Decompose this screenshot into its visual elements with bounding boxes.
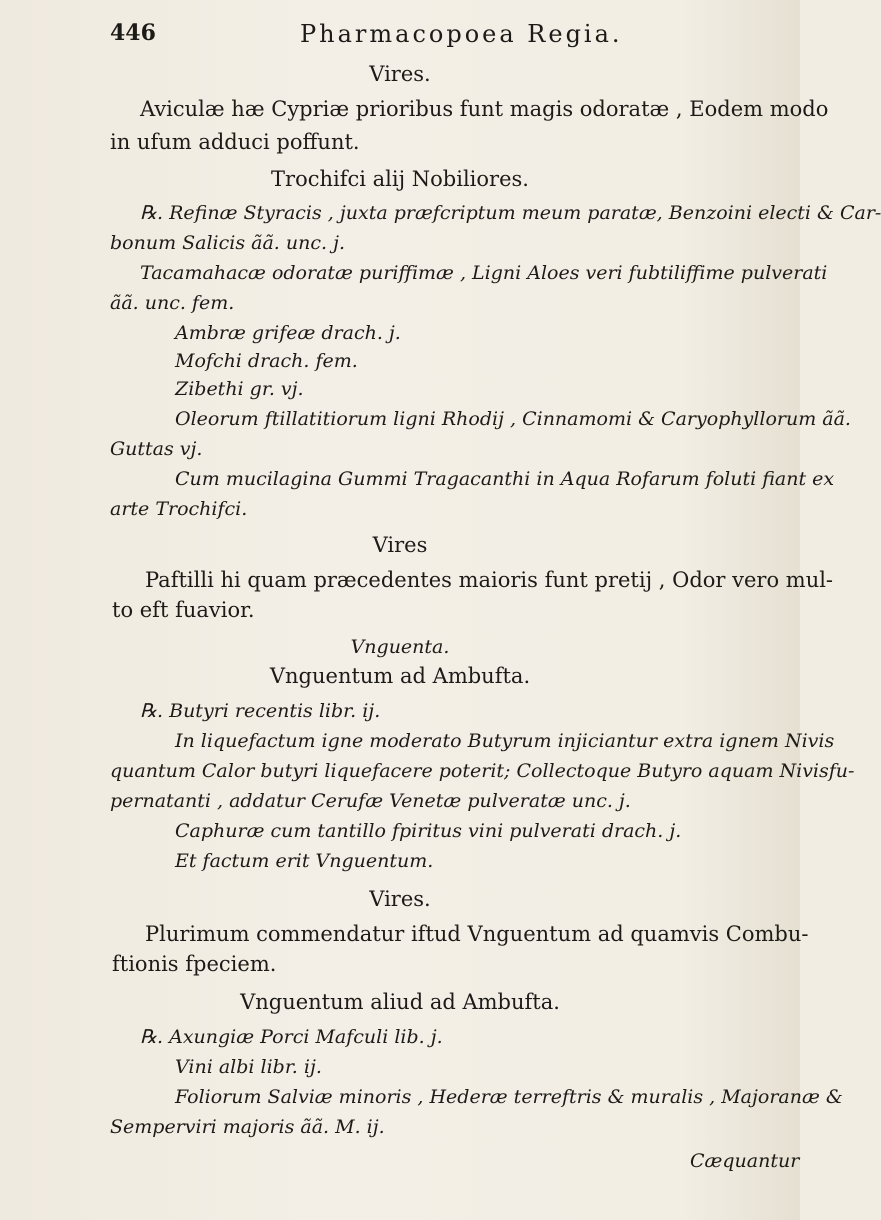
text-line: ℞. Axungiæ Porci Mafculi lib. j. [140,1026,443,1048]
text-line: Vnguenta. [350,636,450,658]
text-line: Vnguentum ad Ambufta. [269,664,531,688]
text-line: Vires. [369,62,431,86]
text-line: Tacamahacæ odoratæ puriffimæ , Ligni Aloes veri fubtiliffime pulverati [140,262,828,284]
text-line: in ufum adduci poffunt. [110,130,360,154]
text-line: Cum mucilagina Gummi Tragacanthi in Aqua Rofarum foluti fiant ex [175,468,835,490]
text-line: Guttas vj. [110,438,203,460]
text-line: quantum Calor butyri liquefacere poterit; Collectoque Butyro aquam Nivisfu- [110,760,855,782]
text-line: to eft fuavior. [112,598,255,622]
text-line: Ambræ grifeæ drach. j. [175,322,401,344]
text-line: bonum Salicis ãã. unc. j. [110,232,345,254]
text-line: pernatanti , addatur Cerufæ Venetæ pulveratæ unc. j. [110,790,631,812]
text-line: ftionis fpeciem. [112,952,277,976]
text-line: Caphuræ cum tantillo fpiritus vini pulverati drach. j. [175,820,682,842]
text-line: Zibethi gr. vj. [175,378,304,400]
text-line: Oleorum ftillatitiorum ligni Rhodij , Cinnamomi & Caryophyllorum ãã. [175,408,851,430]
text-line: Foliorum Salviæ minoris , Hederæ terreftris & muralis , Majoranæ & [175,1086,843,1108]
text-line: Cæquantur [690,1150,800,1172]
page-number: 446 [110,20,156,46]
text-line: Et factum erit Vnguentum. [175,850,434,872]
text-line: Vini albi libr. ij. [175,1056,322,1078]
text-line: Mofchi drach. fem. [175,350,358,372]
text-line: ãã. unc. fem. [110,292,235,314]
text-line: Semperviri majoris ãã. M. ij. [110,1116,385,1138]
text-line: Plurimum commendatur iftud Vnguentum ad quamvis Combu- [145,922,809,946]
text-line: Paftilli hi quam præcedentes maioris funt pretij , Odor vero mul- [145,568,834,592]
text-line: Vnguentum aliud ad Ambufta. [240,990,560,1014]
text-line: ℞. Butyri recentis libr. ij. [140,700,381,722]
text-line: arte Trochifci. [110,498,248,520]
text-line: Trochifci alij Nobiliores. [271,167,529,191]
text-line: Vires [372,533,428,557]
text-line: Aviculæ hæ Cypriæ prioribus funt magis odoratæ , Eodem modo [140,97,829,121]
running-title: Pharmacopoea Regia. [300,20,623,48]
text-line: Vires. [369,887,431,911]
text-line: In liquefactum igne moderato Butyrum injiciantur extra ignem Nivis [175,730,835,752]
text-line: ℞. Refinæ Styracis , juxta præfcriptum meum paratæ, Benzoini electi & Car- [140,202,881,224]
